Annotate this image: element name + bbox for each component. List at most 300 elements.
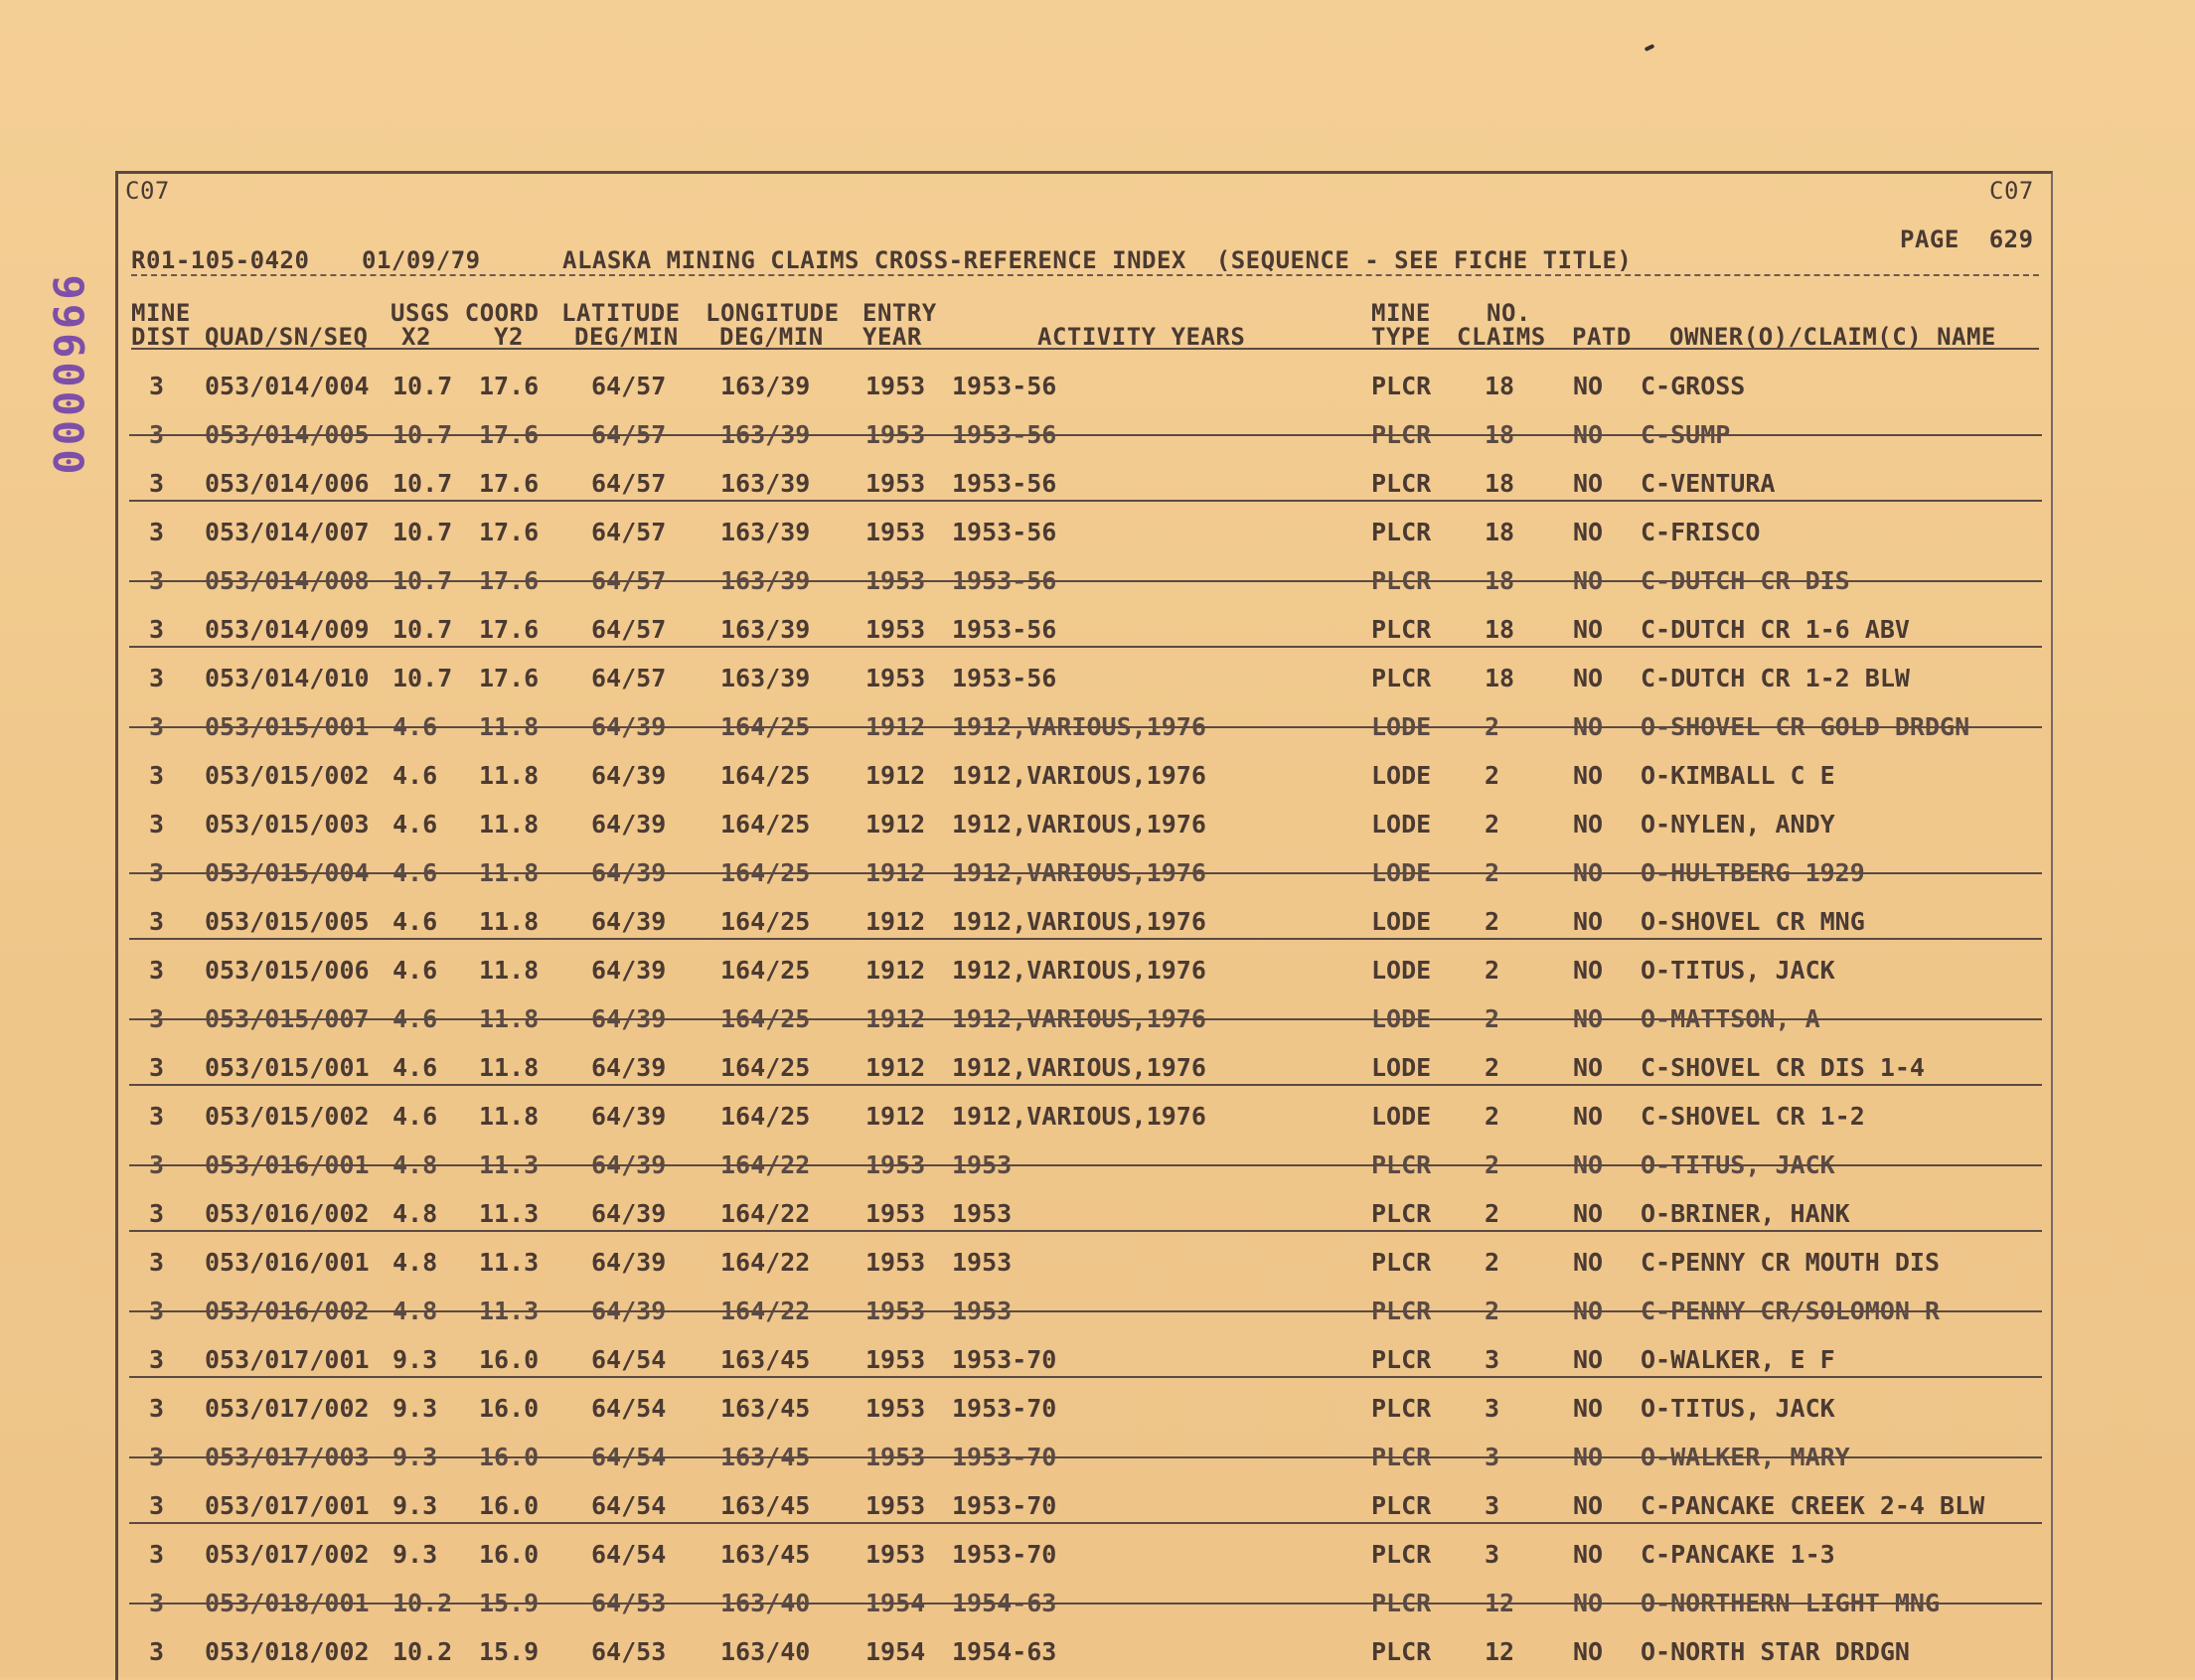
cell-usgs-x2: 4.6 bbox=[392, 1102, 438, 1131]
cell-no-claims: 2 bbox=[1485, 712, 1500, 741]
cell-patd: NO bbox=[1573, 1394, 1604, 1423]
cell-latitude: 64/53 bbox=[591, 1589, 667, 1617]
cell-activity-years: 1912,VARIOUS,1976 bbox=[952, 810, 1206, 839]
cell-mine-dist: 3 bbox=[149, 956, 165, 985]
cell-activity-years: 1912,VARIOUS,1976 bbox=[952, 907, 1206, 936]
strike-through-line bbox=[129, 726, 2042, 728]
cell-mine-dist: 3 bbox=[149, 712, 165, 741]
cell-usgs-x2: 10.2 bbox=[392, 1637, 453, 1666]
table-row bbox=[0, 412, 2195, 461]
col-claims-1: NO. bbox=[1487, 299, 1531, 327]
col-quad: QUAD/SN/SEQ bbox=[205, 323, 369, 351]
cell-patd: NO bbox=[1573, 712, 1604, 741]
table-row bbox=[0, 1240, 2195, 1289]
cell-activity-years: 1953-70 bbox=[952, 1443, 1057, 1471]
cell-owner-claim-name: O-WALKER, E F bbox=[1641, 1345, 1835, 1374]
cell-owner-claim-name: C-SUMP bbox=[1641, 420, 1731, 449]
cell-quad-sn-seq: 053/018/002 bbox=[205, 1637, 370, 1666]
cell-patd: NO bbox=[1573, 956, 1604, 985]
cell-owner-claim-name: C-DUTCH CR 1-6 ABV bbox=[1641, 615, 1910, 644]
cell-usgs-y2: 11.8 bbox=[479, 1102, 540, 1131]
cell-patd: NO bbox=[1573, 1589, 1604, 1617]
cell-usgs-x2: 10.7 bbox=[392, 664, 453, 692]
cell-patd: NO bbox=[1573, 566, 1604, 595]
cell-quad-sn-seq: 053/014/006 bbox=[205, 469, 370, 498]
cell-latitude: 64/53 bbox=[591, 1637, 667, 1666]
cell-activity-years: 1953 bbox=[952, 1199, 1013, 1228]
cell-activity-years: 1953-70 bbox=[952, 1540, 1057, 1569]
cell-no-claims: 12 bbox=[1485, 1589, 1515, 1617]
cell-no-claims: 12 bbox=[1485, 1637, 1515, 1666]
cell-usgs-x2: 10.7 bbox=[392, 420, 453, 449]
cell-mine-dist: 3 bbox=[149, 372, 165, 400]
cell-owner-claim-name: C-VENTURA bbox=[1641, 469, 1776, 498]
cell-patd: NO bbox=[1573, 1199, 1604, 1228]
cell-usgs-y2: 16.0 bbox=[479, 1345, 540, 1374]
cell-entry-year: 1953 bbox=[865, 1248, 926, 1277]
cell-no-claims: 3 bbox=[1485, 1345, 1500, 1374]
cell-no-claims: 2 bbox=[1485, 956, 1500, 985]
cell-mine-type: PLCR bbox=[1371, 1394, 1432, 1423]
page-number: PAGE 629 bbox=[1900, 226, 2034, 253]
cell-latitude: 64/57 bbox=[591, 420, 667, 449]
cell-usgs-x2: 4.6 bbox=[392, 907, 438, 936]
cell-entry-year: 1953 bbox=[865, 1540, 926, 1569]
cell-quad-sn-seq: 053/017/001 bbox=[205, 1491, 370, 1520]
cell-mine-type: LODE bbox=[1371, 956, 1432, 985]
report-title: ALASKA MINING CLAIMS CROSS-REFERENCE INDEX (SEQUENCE - SEE FICHE TITLE) bbox=[562, 246, 1633, 274]
cell-activity-years: 1953-56 bbox=[952, 420, 1057, 449]
cell-latitude: 64/54 bbox=[591, 1345, 667, 1374]
column-header-rule bbox=[131, 348, 2039, 350]
cell-no-claims: 2 bbox=[1485, 1150, 1500, 1179]
underline-rule bbox=[129, 646, 2042, 648]
cell-longitude: 163/39 bbox=[720, 664, 811, 692]
table-row bbox=[0, 1629, 2195, 1678]
cell-mine-type: PLCR bbox=[1371, 1589, 1432, 1617]
cell-patd: NO bbox=[1573, 1297, 1604, 1325]
cell-patd: NO bbox=[1573, 615, 1604, 644]
cell-no-claims: 2 bbox=[1485, 1102, 1500, 1131]
col-latitude-2: DEG/MIN bbox=[574, 323, 679, 351]
cell-activity-years: 1953-56 bbox=[952, 469, 1057, 498]
col-entry-1: ENTRY bbox=[862, 299, 937, 327]
cell-no-claims: 2 bbox=[1485, 1004, 1500, 1033]
col-entry-2: YEAR bbox=[862, 323, 922, 351]
cell-entry-year: 1953 bbox=[865, 1491, 926, 1520]
col-mine-type-2: TYPE bbox=[1371, 323, 1431, 351]
cell-mine-type: PLCR bbox=[1371, 1150, 1432, 1179]
cell-latitude: 64/54 bbox=[591, 1394, 667, 1423]
cell-owner-claim-name: C-PENNY CR MOUTH DIS bbox=[1641, 1248, 1941, 1277]
cell-latitude: 64/57 bbox=[591, 615, 667, 644]
table-row bbox=[0, 558, 2195, 607]
cell-no-claims: 18 bbox=[1485, 518, 1515, 546]
cell-patd: NO bbox=[1573, 1491, 1604, 1520]
cell-latitude: 64/54 bbox=[591, 1540, 667, 1569]
cell-no-claims: 3 bbox=[1485, 1540, 1500, 1569]
strike-through-line bbox=[129, 1456, 2042, 1458]
cell-no-claims: 2 bbox=[1485, 810, 1500, 839]
cell-mine-dist: 3 bbox=[149, 1199, 165, 1228]
cell-mine-dist: 3 bbox=[149, 810, 165, 839]
cell-no-claims: 2 bbox=[1485, 1248, 1500, 1277]
cell-owner-claim-name: O-MATTSON, A bbox=[1641, 1004, 1820, 1033]
cell-mine-type: LODE bbox=[1371, 858, 1432, 887]
cell-latitude: 64/39 bbox=[591, 858, 667, 887]
cell-patd: NO bbox=[1573, 1004, 1604, 1033]
table-row bbox=[0, 1532, 2195, 1581]
cell-mine-type: PLCR bbox=[1371, 1248, 1432, 1277]
cell-mine-type: PLCR bbox=[1371, 372, 1432, 400]
cell-usgs-y2: 11.3 bbox=[479, 1199, 540, 1228]
cell-quad-sn-seq: 053/017/003 bbox=[205, 1443, 370, 1471]
cell-entry-year: 1912 bbox=[865, 1053, 926, 1082]
report-date: 01/09/79 bbox=[362, 246, 481, 274]
cell-mine-type: LODE bbox=[1371, 1004, 1432, 1033]
cell-mine-type: PLCR bbox=[1371, 664, 1432, 692]
cell-activity-years: 1912,VARIOUS,1976 bbox=[952, 1004, 1206, 1033]
cell-mine-type: LODE bbox=[1371, 761, 1432, 790]
table-row bbox=[0, 510, 2195, 558]
cell-quad-sn-seq: 053/016/001 bbox=[205, 1150, 370, 1179]
header-rule bbox=[131, 274, 2039, 276]
cell-usgs-y2: 17.6 bbox=[479, 664, 540, 692]
cell-entry-year: 1953 bbox=[865, 664, 926, 692]
corner-code-right: C07 bbox=[1989, 177, 2034, 205]
cell-longitude: 163/40 bbox=[720, 1589, 811, 1617]
table-row bbox=[0, 1581, 2195, 1629]
cell-owner-claim-name: O-NORTHERN LIGHT MNG bbox=[1641, 1589, 1941, 1617]
cell-quad-sn-seq: 053/018/001 bbox=[205, 1589, 370, 1617]
cell-longitude: 163/40 bbox=[720, 1637, 811, 1666]
cell-usgs-x2: 4.8 bbox=[392, 1199, 438, 1228]
cell-owner-claim-name: C-DUTCH CR 1-2 BLW bbox=[1641, 664, 1910, 692]
cell-owner-claim-name: C-PANCAKE 1-3 bbox=[1641, 1540, 1835, 1569]
cell-owner-claim-name: O-HULTBERG 1929 bbox=[1641, 858, 1865, 887]
cell-activity-years: 1953-70 bbox=[952, 1394, 1057, 1423]
fiche-number: 0000966 bbox=[45, 270, 94, 475]
cell-usgs-y2: 11.8 bbox=[479, 761, 540, 790]
table-row bbox=[0, 1289, 2195, 1337]
cell-usgs-y2: 11.8 bbox=[479, 1053, 540, 1082]
cell-latitude: 64/54 bbox=[591, 1443, 667, 1471]
cell-entry-year: 1912 bbox=[865, 1004, 926, 1033]
cell-no-claims: 18 bbox=[1485, 469, 1515, 498]
cell-mine-type: LODE bbox=[1371, 907, 1432, 936]
cell-patd: NO bbox=[1573, 1248, 1604, 1277]
strike-through-line bbox=[129, 1310, 2042, 1312]
cell-longitude: 164/25 bbox=[720, 858, 811, 887]
cell-no-claims: 3 bbox=[1485, 1394, 1500, 1423]
table-row bbox=[0, 607, 2195, 656]
table-row bbox=[0, 1143, 2195, 1191]
underline-rule bbox=[129, 938, 2042, 940]
cell-longitude: 164/25 bbox=[720, 761, 811, 790]
col-patd: PATD bbox=[1572, 323, 1632, 351]
cell-quad-sn-seq: 053/014/008 bbox=[205, 566, 370, 595]
cell-activity-years: 1953-56 bbox=[952, 615, 1057, 644]
cell-mine-type: PLCR bbox=[1371, 566, 1432, 595]
cell-usgs-x2: 10.2 bbox=[392, 1589, 453, 1617]
table-row bbox=[0, 656, 2195, 704]
cell-activity-years: 1954-63 bbox=[952, 1589, 1057, 1617]
cell-patd: NO bbox=[1573, 1345, 1604, 1374]
cell-usgs-y2: 11.8 bbox=[479, 858, 540, 887]
table-row bbox=[0, 948, 2195, 996]
cell-quad-sn-seq: 053/015/003 bbox=[205, 810, 370, 839]
cell-usgs-x2: 4.6 bbox=[392, 858, 438, 887]
cell-mine-type: PLCR bbox=[1371, 1297, 1432, 1325]
table-row bbox=[0, 704, 2195, 753]
table-row bbox=[0, 1483, 2195, 1532]
cell-activity-years: 1953-56 bbox=[952, 664, 1057, 692]
cell-usgs-x2: 9.3 bbox=[392, 1394, 438, 1423]
cell-latitude: 64/39 bbox=[591, 907, 667, 936]
cell-usgs-y2: 17.6 bbox=[479, 469, 540, 498]
cell-usgs-x2: 4.8 bbox=[392, 1297, 438, 1325]
cell-mine-type: PLCR bbox=[1371, 1345, 1432, 1374]
cell-longitude: 164/25 bbox=[720, 956, 811, 985]
cell-quad-sn-seq: 053/016/002 bbox=[205, 1297, 370, 1325]
cell-patd: NO bbox=[1573, 1637, 1604, 1666]
cell-longitude: 164/22 bbox=[720, 1248, 811, 1277]
cell-usgs-x2: 9.3 bbox=[392, 1443, 438, 1471]
cell-usgs-y2: 11.8 bbox=[479, 907, 540, 936]
cell-no-claims: 2 bbox=[1485, 907, 1500, 936]
cell-latitude: 64/39 bbox=[591, 1004, 667, 1033]
table-row bbox=[0, 850, 2195, 899]
cell-mine-type: PLCR bbox=[1371, 1540, 1432, 1569]
cell-usgs-x2: 10.7 bbox=[392, 372, 453, 400]
cell-usgs-x2: 9.3 bbox=[392, 1345, 438, 1374]
table-row bbox=[0, 1191, 2195, 1240]
cell-owner-claim-name: C-PENNY CR/SOLOMON R bbox=[1641, 1297, 1941, 1325]
cell-patd: NO bbox=[1573, 810, 1604, 839]
cell-usgs-x2: 10.7 bbox=[392, 518, 453, 546]
cell-latitude: 64/57 bbox=[591, 566, 667, 595]
report-id: R01-105-0420 bbox=[131, 246, 310, 274]
cell-longitude: 163/39 bbox=[720, 615, 811, 644]
cell-entry-year: 1953 bbox=[865, 469, 926, 498]
strike-through-line bbox=[129, 580, 2042, 582]
cell-patd: NO bbox=[1573, 761, 1604, 790]
strike-through-line bbox=[129, 1018, 2042, 1020]
cell-longitude: 163/39 bbox=[720, 469, 811, 498]
cell-owner-claim-name: C-SHOVEL CR DIS 1-4 bbox=[1641, 1053, 1925, 1082]
table-row bbox=[0, 1435, 2195, 1483]
strike-through-line bbox=[129, 872, 2042, 874]
cell-latitude: 64/39 bbox=[591, 1199, 667, 1228]
cell-quad-sn-seq: 053/014/009 bbox=[205, 615, 370, 644]
cell-longitude: 164/25 bbox=[720, 907, 811, 936]
underline-rule bbox=[129, 1522, 2042, 1524]
cell-mine-dist: 3 bbox=[149, 907, 165, 936]
cell-owner-claim-name: C-SHOVEL CR 1-2 bbox=[1641, 1102, 1865, 1131]
cell-usgs-x2: 4.6 bbox=[392, 1053, 438, 1082]
cell-usgs-y2: 15.9 bbox=[479, 1637, 540, 1666]
cell-latitude: 64/39 bbox=[591, 810, 667, 839]
cell-usgs-x2: 10.7 bbox=[392, 615, 453, 644]
table-row bbox=[0, 1045, 2195, 1094]
cell-usgs-y2: 11.8 bbox=[479, 810, 540, 839]
cell-mine-dist: 3 bbox=[149, 761, 165, 790]
cell-owner-claim-name: O-TITUS, JACK bbox=[1641, 1394, 1835, 1423]
strike-through-line bbox=[129, 1164, 2042, 1166]
col-usgs-y: Y2 bbox=[494, 323, 524, 351]
cell-entry-year: 1912 bbox=[865, 907, 926, 936]
table-row bbox=[0, 461, 2195, 510]
cell-quad-sn-seq: 053/015/002 bbox=[205, 761, 370, 790]
cell-latitude: 64/39 bbox=[591, 712, 667, 741]
cell-usgs-y2: 11.3 bbox=[479, 1150, 540, 1179]
cell-no-claims: 18 bbox=[1485, 615, 1515, 644]
cell-usgs-y2: 17.6 bbox=[479, 615, 540, 644]
cell-mine-type: PLCR bbox=[1371, 1491, 1432, 1520]
cell-entry-year: 1912 bbox=[865, 858, 926, 887]
cell-usgs-x2: 10.7 bbox=[392, 469, 453, 498]
cell-mine-dist: 3 bbox=[149, 1394, 165, 1423]
table-row bbox=[0, 1094, 2195, 1143]
cell-no-claims: 2 bbox=[1485, 761, 1500, 790]
col-mine-dist-2: DIST bbox=[131, 323, 191, 351]
cell-patd: NO bbox=[1573, 372, 1604, 400]
cell-usgs-x2: 9.3 bbox=[392, 1491, 438, 1520]
cell-entry-year: 1953 bbox=[865, 420, 926, 449]
cell-owner-claim-name: O-KIMBALL C E bbox=[1641, 761, 1835, 790]
cell-owner-claim-name: O-BRINER, HANK bbox=[1641, 1199, 1850, 1228]
cell-activity-years: 1912,VARIOUS,1976 bbox=[952, 761, 1206, 790]
cell-mine-dist: 3 bbox=[149, 1345, 165, 1374]
cell-patd: NO bbox=[1573, 1102, 1604, 1131]
cell-activity-years: 1953-70 bbox=[952, 1491, 1057, 1520]
strike-through-line bbox=[129, 1603, 2042, 1604]
cell-mine-type: LODE bbox=[1371, 1102, 1432, 1131]
cell-usgs-x2: 10.7 bbox=[392, 566, 453, 595]
cell-longitude: 164/22 bbox=[720, 1150, 811, 1179]
cell-longitude: 164/25 bbox=[720, 810, 811, 839]
cell-usgs-y2: 16.0 bbox=[479, 1443, 540, 1471]
cell-entry-year: 1954 bbox=[865, 1589, 926, 1617]
cell-patd: NO bbox=[1573, 518, 1604, 546]
cell-mine-type: PLCR bbox=[1371, 1637, 1432, 1666]
cell-longitude: 163/39 bbox=[720, 518, 811, 546]
cell-mine-type: PLCR bbox=[1371, 615, 1432, 644]
cell-mine-type: PLCR bbox=[1371, 420, 1432, 449]
cell-entry-year: 1953 bbox=[865, 1345, 926, 1374]
cell-mine-dist: 3 bbox=[149, 615, 165, 644]
cell-longitude: 164/22 bbox=[720, 1297, 811, 1325]
cell-longitude: 164/25 bbox=[720, 1053, 811, 1082]
cell-mine-type: LODE bbox=[1371, 810, 1432, 839]
cell-mine-type: PLCR bbox=[1371, 469, 1432, 498]
cell-mine-dist: 3 bbox=[149, 1150, 165, 1179]
cell-activity-years: 1912,VARIOUS,1976 bbox=[952, 1053, 1206, 1082]
cell-usgs-y2: 17.6 bbox=[479, 420, 540, 449]
col-owner-claim-name: OWNER(O)/CLAIM(C) NAME bbox=[1669, 323, 1996, 351]
cell-entry-year: 1953 bbox=[865, 1150, 926, 1179]
cell-quad-sn-seq: 053/015/004 bbox=[205, 858, 370, 887]
cell-latitude: 64/39 bbox=[591, 1053, 667, 1082]
cell-latitude: 64/39 bbox=[591, 1248, 667, 1277]
cell-owner-claim-name: O-SHOVEL CR MNG bbox=[1641, 907, 1865, 936]
cell-mine-dist: 3 bbox=[149, 420, 165, 449]
cell-longitude: 163/45 bbox=[720, 1345, 811, 1374]
cell-mine-dist: 3 bbox=[149, 664, 165, 692]
cell-entry-year: 1912 bbox=[865, 1102, 926, 1131]
col-activity: ACTIVITY YEARS bbox=[1037, 323, 1246, 351]
table-row bbox=[0, 899, 2195, 948]
cell-usgs-x2: 4.6 bbox=[392, 712, 438, 741]
cell-entry-year: 1953 bbox=[865, 1394, 926, 1423]
cell-latitude: 64/57 bbox=[591, 469, 667, 498]
cell-no-claims: 18 bbox=[1485, 372, 1515, 400]
cell-usgs-y2: 11.3 bbox=[479, 1248, 540, 1277]
cell-no-claims: 3 bbox=[1485, 1443, 1500, 1471]
cell-usgs-x2: 4.6 bbox=[392, 810, 438, 839]
cell-quad-sn-seq: 053/015/007 bbox=[205, 1004, 370, 1033]
cell-mine-dist: 3 bbox=[149, 1491, 165, 1520]
cell-entry-year: 1953 bbox=[865, 1199, 926, 1228]
cell-usgs-x2: 9.3 bbox=[392, 1540, 438, 1569]
cell-owner-claim-name: C-GROSS bbox=[1641, 372, 1746, 400]
cell-quad-sn-seq: 053/014/005 bbox=[205, 420, 370, 449]
cell-owner-claim-name: O-NORTH STAR DRDGN bbox=[1641, 1637, 1910, 1666]
cell-longitude: 163/39 bbox=[720, 420, 811, 449]
table-row bbox=[0, 1386, 2195, 1435]
cell-usgs-y2: 15.9 bbox=[479, 1589, 540, 1617]
cell-quad-sn-seq: 053/014/010 bbox=[205, 664, 370, 692]
cell-latitude: 64/54 bbox=[591, 1491, 667, 1520]
cell-mine-dist: 3 bbox=[149, 1540, 165, 1569]
cell-mine-dist: 3 bbox=[149, 1102, 165, 1131]
corner-code-left: C07 bbox=[125, 177, 170, 205]
cell-usgs-x2: 4.6 bbox=[392, 956, 438, 985]
strike-through-line bbox=[129, 434, 2042, 436]
cell-usgs-x2: 4.6 bbox=[392, 1004, 438, 1033]
cell-mine-dist: 3 bbox=[149, 1297, 165, 1325]
cell-quad-sn-seq: 053/017/001 bbox=[205, 1345, 370, 1374]
cell-latitude: 64/57 bbox=[591, 518, 667, 546]
col-usgs-x: X2 bbox=[401, 323, 431, 351]
underline-rule bbox=[129, 1230, 2042, 1232]
cell-activity-years: 1953-70 bbox=[952, 1345, 1057, 1374]
cell-entry-year: 1912 bbox=[865, 712, 926, 741]
cell-activity-years: 1912,VARIOUS,1976 bbox=[952, 1102, 1206, 1131]
cell-activity-years: 1953 bbox=[952, 1248, 1013, 1277]
cell-mine-type: LODE bbox=[1371, 712, 1432, 741]
cell-owner-claim-name: C-FRISCO bbox=[1641, 518, 1761, 546]
cell-latitude: 64/39 bbox=[591, 956, 667, 985]
cell-quad-sn-seq: 053/014/007 bbox=[205, 518, 370, 546]
underline-rule bbox=[129, 500, 2042, 502]
cell-latitude: 64/39 bbox=[591, 761, 667, 790]
cell-activity-years: 1953-56 bbox=[952, 518, 1057, 546]
cell-usgs-y2: 16.0 bbox=[479, 1491, 540, 1520]
cell-patd: NO bbox=[1573, 1150, 1604, 1179]
cell-usgs-y2: 11.3 bbox=[479, 1297, 540, 1325]
cell-quad-sn-seq: 053/016/001 bbox=[205, 1248, 370, 1277]
col-longitude-2: DEG/MIN bbox=[719, 323, 824, 351]
cell-mine-dist: 3 bbox=[149, 566, 165, 595]
cell-no-claims: 18 bbox=[1485, 420, 1515, 449]
cell-entry-year: 1954 bbox=[865, 1637, 926, 1666]
cell-owner-claim-name: O-SHOVEL CR GOLD DRDGN bbox=[1641, 712, 1970, 741]
cell-entry-year: 1912 bbox=[865, 956, 926, 985]
cell-mine-dist: 3 bbox=[149, 1004, 165, 1033]
table-row bbox=[0, 996, 2195, 1045]
table-row bbox=[0, 364, 2195, 412]
